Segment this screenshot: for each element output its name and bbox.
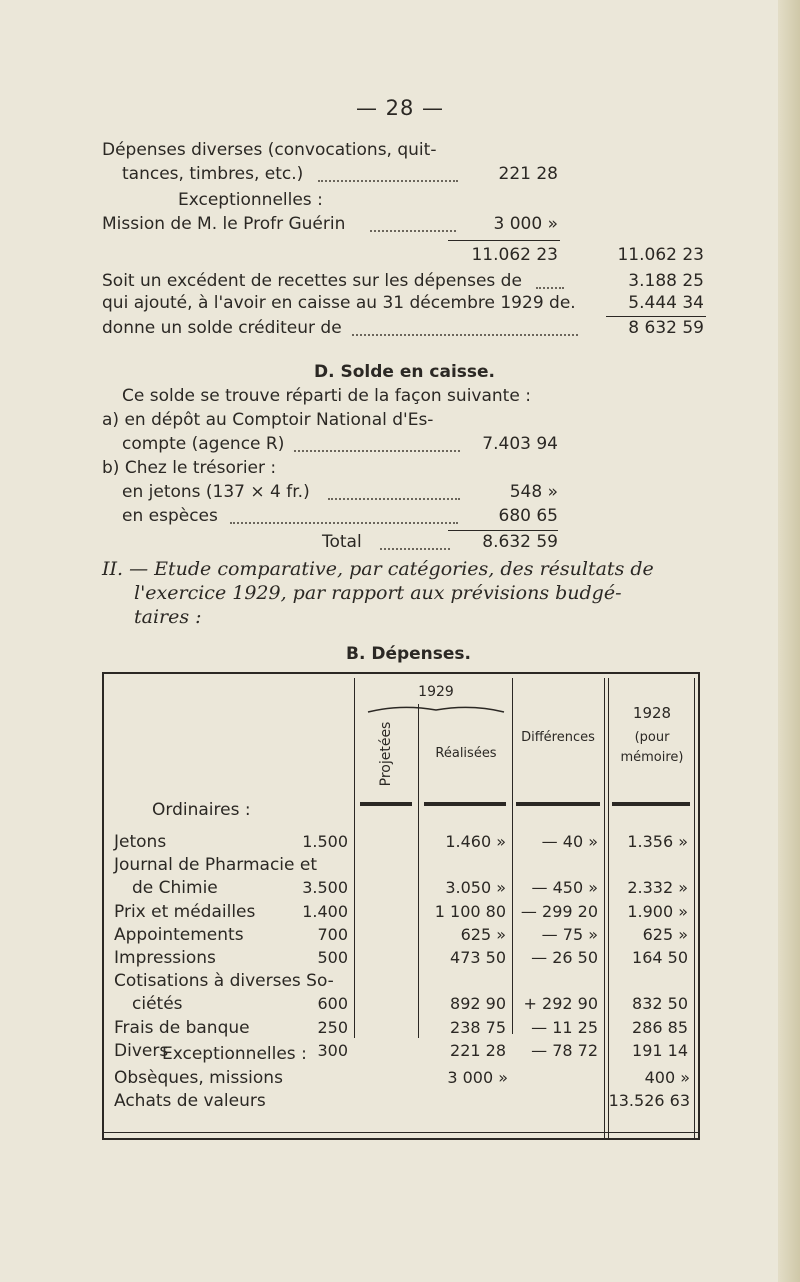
mission-amount: 3 000 » [493,214,558,234]
especes-amount: 680 65 [498,506,558,526]
col-rule [418,704,419,1038]
jetons-line: en jetons (137 × 4 fr.) [122,482,310,502]
diverses-line-1: Dépenses diverses (convocations, quit- [102,140,437,160]
cell-realisees: 473 50 [450,948,506,967]
header-rule [612,802,690,806]
cell-realisees: 1.460 » [445,832,506,851]
header-rule [360,802,412,806]
cell-realisees: 1 100 80 [434,901,506,921]
col-rule [694,678,695,1138]
exc-row-label: Achats de valeurs [114,1091,266,1111]
section-ii-line-2: l'exercice 1929, par rapport aux prévisions budgé- [134,582,622,604]
header-rule [516,802,600,806]
dot-leader [380,548,450,550]
row-label: Cotisations à diverses So- [114,971,334,992]
ajoute-line: qui ajouté, à l'avoir en caisse au 31 décembre 1929 de. [102,293,576,313]
page-edge [778,0,800,1282]
section-ii-line-1: II. — Etude comparative, par catégories, des résultats de [102,558,654,580]
cell-projetees: 300 [317,1040,348,1060]
dot-leader [328,498,460,500]
dot-leader [352,334,578,336]
solde-line: donne un solde créditeur de [102,318,342,338]
sum-rule [448,530,558,531]
brace-1929 [366,702,506,716]
cell-y1928: 2.332 » [627,878,688,898]
cell-projetees: 1.400 [302,901,348,921]
expenses-table [102,672,700,1140]
dot-leader [230,522,458,524]
row-label: Prix et médailles [114,901,256,922]
cell-realisees: 3 000 » [447,1068,508,1087]
total-label: Total [322,532,362,552]
exc-row-label: Obsèques, missions [114,1068,283,1088]
exceptionnelles-heading: Exceptionnelles : [162,1044,307,1064]
ordinaires-heading: Ordinaires : [152,800,251,820]
cell-differences: — 11 25 [531,1017,598,1037]
mission-line: Mission de M. le Profr Guérin [102,214,346,234]
page-number: — 28 — [355,96,445,120]
cell-differences: — 75 » [541,924,598,944]
row-label: Appointements [114,924,244,945]
section-d-intro: Ce solde se trouve réparti de la façon suivante : [122,386,531,406]
depot-line-2: compte (agence R) [122,434,285,454]
solde-amount: 8 632 59 [628,318,704,338]
cell-y1928: 164 50 [632,948,688,967]
cell-realisees: 221 28 [450,1040,506,1060]
jetons-amount: 548 » [509,482,558,502]
header-realisees: Réalisées [435,746,497,761]
cell-y1928: 286 85 [632,1017,688,1037]
dot-leader [370,230,456,232]
excedent-amount: 3.188 25 [628,271,704,291]
cell-y1928: 1.900 » [627,901,688,921]
especes-line: en espèces [122,506,218,526]
total-amount: 8.632 59 [482,532,558,552]
cell-differences: — 299 20 [520,901,598,921]
section-d-title: D. Solde en caisse. [314,362,496,382]
diverses-line-2: tances, timbres, etc.) [122,164,304,184]
header-projetees: Projetées [378,721,394,787]
cell-projetees: 700 [317,924,348,944]
subtotal-right: 11.062 23 [617,245,704,265]
cell-realisees: 625 » [460,924,506,944]
col-rule [512,678,513,1034]
diverses-amount: 221 28 [498,164,558,184]
cell-y1928: 400 » [644,1068,690,1087]
cell-realisees: 3.050 » [445,878,506,898]
sum-rule [606,316,706,317]
sum-rule [448,240,560,241]
header-1928: 1928 [632,704,672,722]
col-rule [354,678,355,1038]
cell-realisees: 892 90 [450,994,506,1014]
header-rule [424,802,506,806]
row-label: Frais de banque [114,1017,250,1038]
depot-line-1: a) en dépôt au Comptoir National d'Es- [102,410,434,430]
excedent-line: Soit un excédent de recettes sur les dépenses de [102,271,522,291]
cell-projetees: 250 [317,1017,348,1037]
section-ii-line-3: taires : [134,606,202,628]
header-differences: Différences [521,730,595,745]
exceptionnelles-heading: Exceptionnelles : [178,190,323,210]
depot-amount: 7.403 94 [482,434,558,454]
cell-differences: — 78 72 [531,1040,598,1060]
dot-leader [294,450,460,452]
dot-leader [318,180,458,182]
cell-projetees: 3.500 [302,878,348,898]
dot-leader [536,287,564,289]
cell-y1928: 13.526 63 [608,1091,690,1110]
bottom-rule [104,1132,698,1133]
cell-projetees: 1.500 [302,832,348,851]
row-label: Impressions [114,948,216,968]
cell-y1928: 191 14 [632,1040,688,1060]
section-b-title: B. Dépenses. [346,644,472,664]
cell-differences: — 450 » [531,878,598,898]
row-label: Jetons [114,832,167,852]
row-label: de Chimie [132,878,218,899]
header-1929: 1929 [418,684,454,700]
cell-realisees: 238 75 [450,1017,506,1037]
cell-y1928: 1.356 » [627,832,688,851]
cell-projetees: 500 [317,948,348,967]
row-label: ciétés [132,994,183,1015]
tresorier-line: b) Chez le trésorier : [102,458,277,478]
cell-differences: + 292 90 [523,994,598,1014]
subtotal-left: 11.062 23 [471,245,558,265]
ajoute-amount: 5.444 34 [628,293,704,313]
cell-differences: — 40 » [541,832,598,851]
cell-y1928: 832 50 [632,994,688,1014]
row-label: Journal de Pharmacie et [114,855,318,876]
header-pour-memoire: (pour mémoire) [620,730,684,765]
cell-projetees: 600 [317,994,348,1014]
row-label: Divers [114,1040,169,1061]
cell-y1928: 625 » [642,924,688,944]
cell-differences: — 26 50 [531,948,598,967]
